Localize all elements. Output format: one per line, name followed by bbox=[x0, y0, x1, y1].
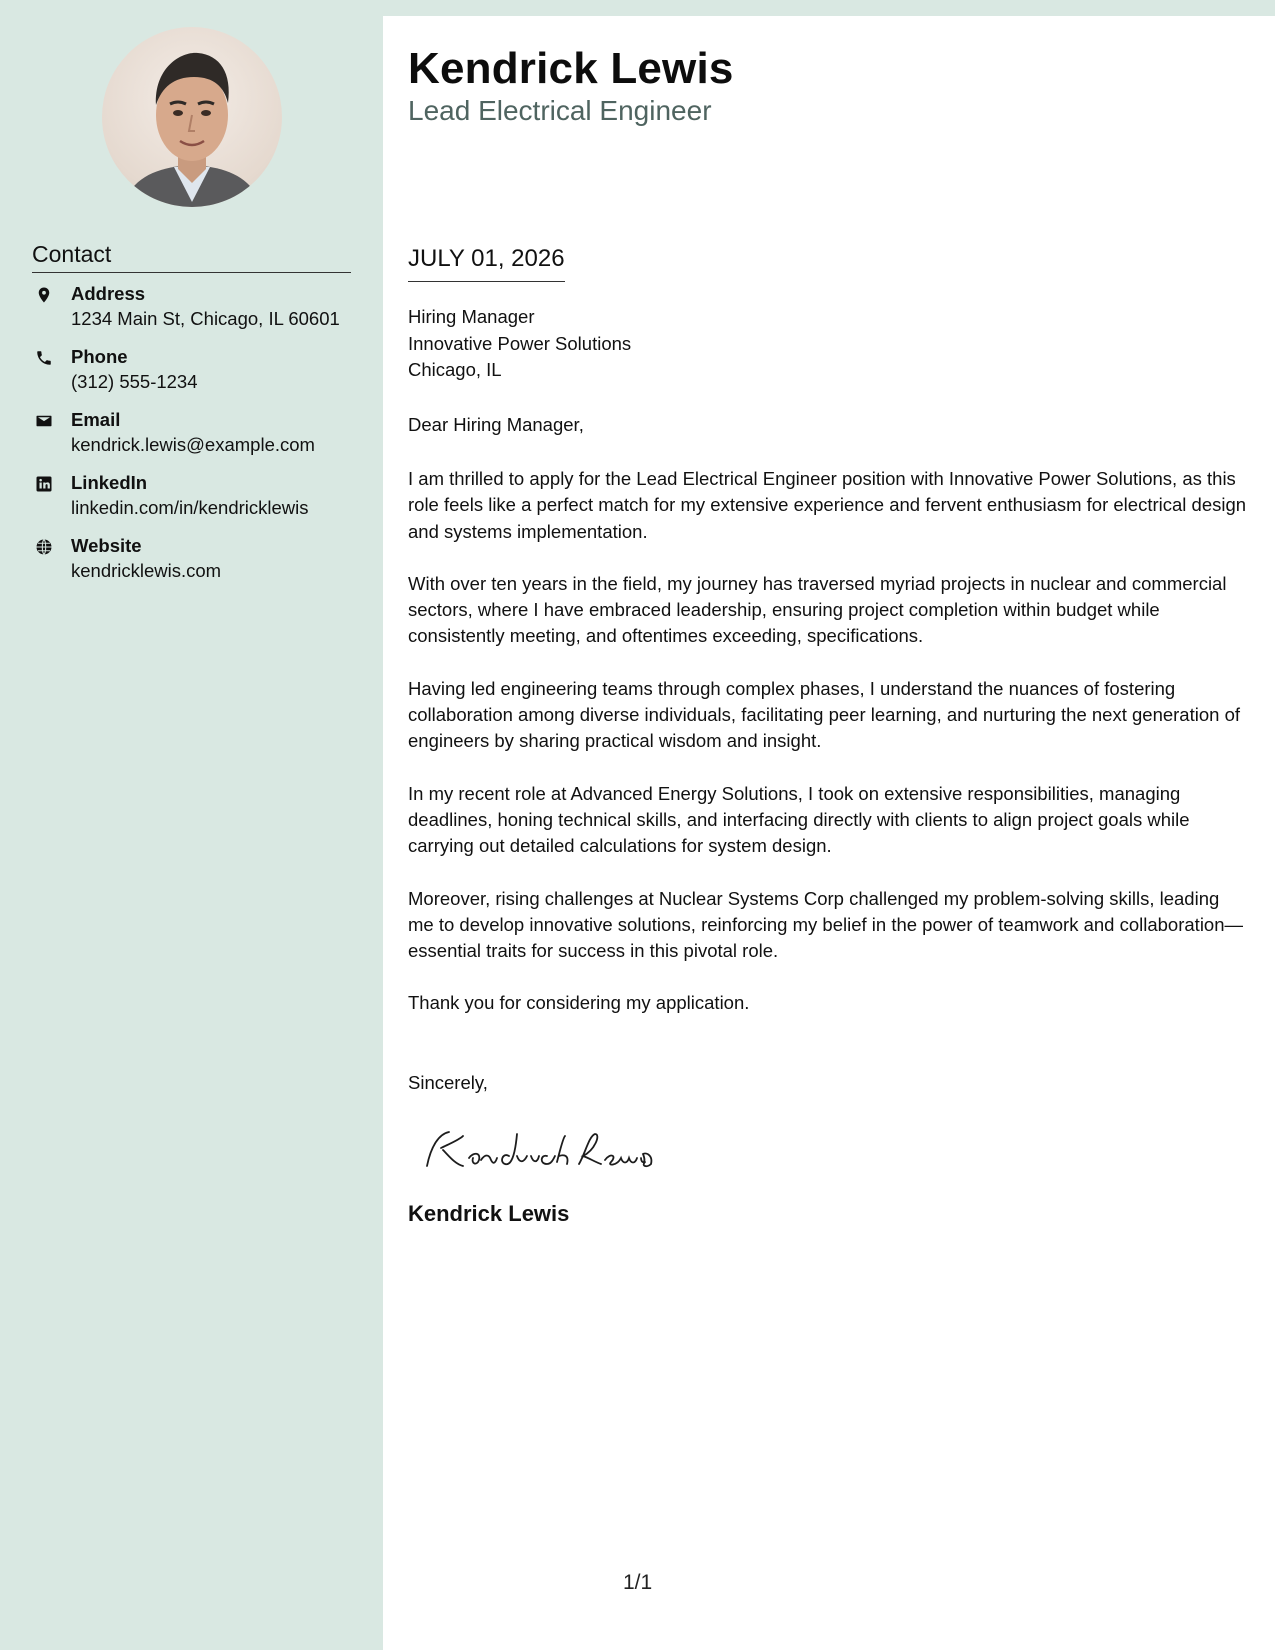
body-paragraph: Having led engineering teams through complex phases, I understand the nuances of fostering collaboration among diverse individuals, facilitating peer learning, and nurturing the next generation of engineers by sharing practical wisdom and insight. bbox=[408, 677, 1240, 752]
body-paragraph: Moreover, rising challenges at Nuclear Systems Corp challenged my problem-solving skills, leading me to develop innovative solutions, reinforcing my belief in the power of teamwork and collaboration—essential traits for success in this pivotal role. bbox=[408, 887, 1244, 962]
contact-website-value[interactable]: kendricklewis.com bbox=[71, 560, 222, 581]
body-paragraph: In my recent role at Advanced Energy Solutions, I took on extensive responsibilities, managing deadlines, honing technical skills, and interfacing directly with clients to align project goals while carrying out detailed calculations for system design. bbox=[408, 782, 1190, 857]
letter-body bbox=[408, 466, 1248, 1043]
contact-label: Phone bbox=[71, 346, 128, 367]
linkedin-icon bbox=[35, 475, 53, 493]
contact-label: LinkedIn bbox=[71, 472, 148, 493]
contact-label: Address bbox=[71, 283, 146, 304]
location-pin-icon bbox=[35, 286, 53, 304]
contact-linkedin-value[interactable]: linkedin.com/in/kendricklewis bbox=[71, 497, 309, 518]
recipient-line: Hiring Manager bbox=[408, 306, 535, 327]
closing: Sincerely, bbox=[408, 1072, 488, 1093]
sidebar bbox=[0, 0, 383, 1650]
contact-label: Website bbox=[71, 535, 142, 556]
phone-icon bbox=[35, 349, 53, 367]
contact-item-address bbox=[32, 283, 372, 346]
body-paragraph: Thank you for considering my application. bbox=[408, 992, 750, 1014]
body-paragraph: I am thrilled to apply for the Lead Electrical Engineer position with Innovative Power Solutions, as this role feels like a perfect match for my extensive experience and fervent enthusiasm for electrical design and systems implementation. bbox=[408, 468, 1247, 542]
body-paragraph: With over ten years in the field, my journey has traversed myriad projects in nuclear and commercial sectors, where I have embraced leadership, ensuring project completion within budget while consistently meeting, and oftentimes exceeding, specifications. bbox=[408, 572, 1227, 647]
recipient-block bbox=[408, 304, 631, 384]
contact-item-website bbox=[32, 535, 372, 598]
contact-phone-value: (312) 555-1234 bbox=[71, 371, 198, 392]
letter-date: JULY 01, 2026 bbox=[408, 245, 565, 282]
profile-photo bbox=[102, 27, 282, 207]
contact-list bbox=[32, 283, 372, 598]
contact-address-value: 1234 Main St, Chicago, IL 60601 bbox=[71, 308, 340, 329]
handwritten-signature bbox=[419, 1126, 659, 1176]
contact-item-phone bbox=[32, 346, 372, 409]
contact-label: Email bbox=[71, 409, 121, 430]
applicant-name: Kendrick Lewis bbox=[408, 44, 734, 93]
recipient-line: Chicago, IL bbox=[408, 359, 502, 380]
contact-item-email bbox=[32, 409, 372, 472]
recipient-line: Innovative Power Solutions bbox=[408, 332, 632, 354]
applicant-title: Lead Electrical Engineer bbox=[408, 95, 712, 126]
contact-email-value[interactable]: kendrick.lewis@example.com bbox=[71, 434, 315, 455]
envelope-icon bbox=[35, 412, 53, 430]
contact-heading: Contact bbox=[32, 241, 351, 273]
salutation: Dear Hiring Manager, bbox=[408, 414, 584, 435]
signed-name: Kendrick Lewis bbox=[408, 1201, 570, 1226]
letter-main bbox=[383, 16, 1275, 1650]
contact-item-linkedin bbox=[32, 472, 372, 535]
page-number: 1/1 bbox=[623, 1571, 653, 1594]
globe-icon bbox=[35, 538, 53, 556]
